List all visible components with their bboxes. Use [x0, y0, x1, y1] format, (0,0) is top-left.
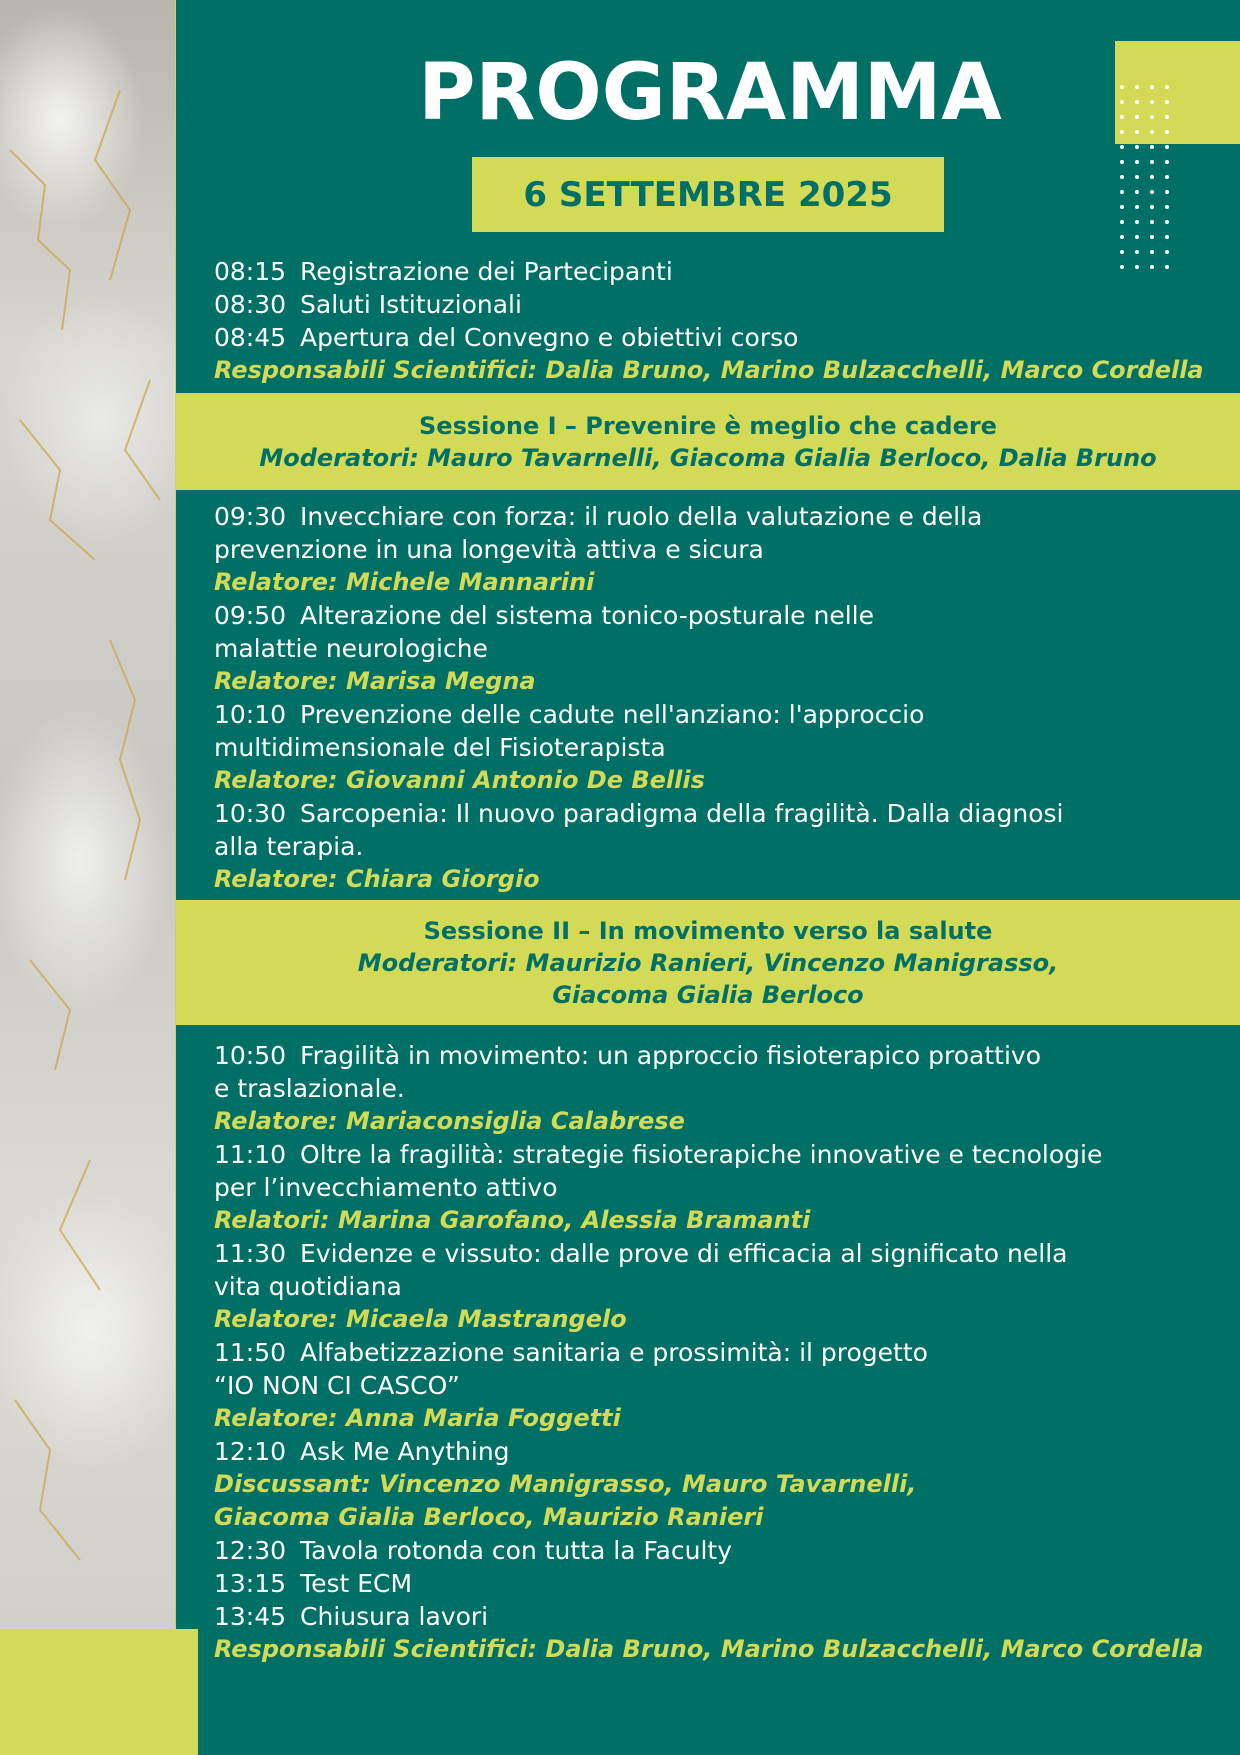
dot	[1135, 220, 1139, 224]
dot	[1165, 145, 1169, 149]
dot	[1135, 175, 1139, 179]
item-text: Chiusura lavori	[300, 1602, 489, 1631]
item-text: Sarcopenia: Il nuovo paradigma della fragilità. Dalla diagnosi	[300, 799, 1064, 828]
time-label: 12:10	[214, 1437, 287, 1466]
dot	[1165, 235, 1169, 239]
schedule-item	[214, 500, 1174, 533]
item-text: vita quotidiana	[214, 1272, 402, 1301]
schedule-item	[214, 1138, 1174, 1171]
dot	[1150, 175, 1154, 179]
dot	[1165, 250, 1169, 254]
schedule-item-continuation	[214, 1270, 1174, 1303]
dot	[1150, 130, 1154, 134]
dot	[1120, 235, 1124, 239]
schedule-item	[214, 1039, 1174, 1072]
dot	[1165, 130, 1169, 134]
time-label: 10:30	[214, 799, 287, 828]
item-text: e traslazionale.	[214, 1074, 405, 1103]
schedule-item-continuation	[214, 1072, 1174, 1105]
dot	[1165, 190, 1169, 194]
dot	[1135, 130, 1139, 134]
schedule-item	[214, 1336, 1174, 1369]
schedule-item-continuation	[214, 533, 1174, 566]
dot	[1150, 100, 1154, 104]
dot	[1120, 115, 1124, 119]
item-text: Tavola rotonda con tutta la Faculty	[300, 1536, 733, 1565]
schedule-item-continuation	[214, 830, 1174, 863]
speaker-line: Responsabili Scientifici: Dalia Bruno, Marino Bulzacchelli, Marco Cordella	[214, 1635, 1204, 1663]
dot	[1150, 190, 1154, 194]
item-text: multidimensionale del Fisioterapista	[214, 733, 666, 762]
schedule-item-continuation	[214, 632, 1174, 665]
item-text: prevenzione in una longevità attiva e sicura	[214, 535, 764, 564]
item-text: Fragilità in movimento: un approccio fisioterapico proattivo	[300, 1041, 1042, 1070]
schedule-item	[214, 797, 1174, 830]
decorative-bottom-block	[0, 1629, 198, 1755]
dot	[1135, 85, 1139, 89]
session-2-header	[176, 900, 1240, 1025]
dot	[1120, 145, 1124, 149]
item-text: alla terapia.	[214, 832, 364, 861]
speaker-line: Relatore: Giovanni Antonio De Bellis	[214, 766, 705, 794]
dot	[1150, 85, 1154, 89]
dot	[1150, 145, 1154, 149]
session-1-schedule	[214, 500, 1174, 896]
dot	[1120, 250, 1124, 254]
time-label: 08:45	[214, 323, 287, 352]
dot	[1120, 190, 1124, 194]
time-label: 10:50	[214, 1041, 287, 1070]
session-2-schedule	[214, 1039, 1204, 1666]
dot	[1165, 220, 1169, 224]
speaker-line: Relatore: Michele Mannarini	[214, 568, 595, 596]
dot	[1165, 115, 1169, 119]
time-label: 08:15	[214, 257, 287, 286]
session-2-moderators	[176, 947, 1240, 1011]
dot	[1135, 235, 1139, 239]
time-label: 13:15	[214, 1569, 287, 1598]
time-label: 11:50	[214, 1338, 287, 1367]
dot	[1165, 100, 1169, 104]
session-1-header	[176, 393, 1240, 490]
item-text: Test ECM	[300, 1569, 413, 1598]
schedule-item	[214, 1600, 1174, 1633]
dot	[1120, 130, 1124, 134]
item-text: Evidenze e vissuto: dalle prove di efficacia al significato nella	[300, 1239, 1068, 1268]
dot	[1135, 115, 1139, 119]
speaker-line: Relatore: Mariaconsiglia Calabrese	[214, 1107, 685, 1135]
speaker-line: Relatore: Anna Maria Foggetti	[214, 1404, 621, 1432]
item-text: “IO NON CI CASCO”	[214, 1371, 460, 1400]
dot	[1165, 175, 1169, 179]
speaker-line: Giacoma Gialia Berloco, Maurizio Ranieri	[214, 1503, 764, 1531]
time-label: 08:30	[214, 290, 287, 319]
time-label: 12:30	[214, 1536, 287, 1565]
moderators-line: Giacoma Gialia Berloco	[552, 980, 864, 1009]
dot	[1120, 205, 1124, 209]
time-label: 11:30	[214, 1239, 287, 1268]
dot	[1150, 250, 1154, 254]
dot	[1150, 235, 1154, 239]
schedule-item	[214, 321, 1174, 354]
dot	[1120, 85, 1124, 89]
dot	[1135, 250, 1139, 254]
schedule-item-continuation	[214, 1171, 1174, 1204]
moderators-line: Moderatori: Mauro Tavarnelli, Giacoma Gialia Berloco, Dalia Bruno	[259, 443, 1157, 472]
schedule-item	[214, 1237, 1174, 1270]
item-text: Oltre la fragilità: strategie fisioterapiche innovative e tecnologie	[300, 1140, 1103, 1169]
speaker-line: Relatore: Marisa Megna	[214, 667, 536, 695]
schedule-item	[214, 288, 1174, 321]
item-text: Invecchiare con forza: il ruolo della valutazione e della	[300, 502, 983, 531]
dot	[1135, 160, 1139, 164]
time-label: 09:50	[214, 601, 287, 630]
session-1-title: Sessione I – Prevenire è meglio che cadere	[419, 411, 997, 440]
dot	[1135, 190, 1139, 194]
session-1-moderators	[176, 442, 1240, 474]
dot	[1120, 220, 1124, 224]
dot	[1150, 205, 1154, 209]
event-date-badge: 6 SETTEMBRE 2025	[472, 157, 944, 232]
schedule-item	[214, 1435, 1174, 1468]
schedule-item-continuation	[214, 731, 1174, 764]
dot	[1150, 220, 1154, 224]
schedule-item	[214, 255, 1174, 288]
schedule-item	[214, 1534, 1174, 1567]
time-label: 09:30	[214, 502, 287, 531]
item-text: Prevenzione delle cadute nell'anziano: l'approccio	[300, 700, 925, 729]
item-text: malattie neurologiche	[214, 634, 488, 663]
time-label: 11:10	[214, 1140, 287, 1169]
dot	[1165, 85, 1169, 89]
dot	[1135, 145, 1139, 149]
schedule-item	[214, 1567, 1174, 1600]
dot	[1165, 160, 1169, 164]
schedule-item	[214, 599, 1174, 632]
dot	[1135, 100, 1139, 104]
item-text: Saluti Istituzionali	[300, 290, 522, 319]
dot	[1165, 205, 1169, 209]
item-text: Registrazione dei Partecipanti	[300, 257, 673, 286]
decorative-sculpture-image	[0, 0, 175, 1755]
dot	[1120, 175, 1124, 179]
time-label: 10:10	[214, 700, 287, 729]
speaker-line: Relatori: Marina Garofano, Alessia Bramanti	[214, 1206, 811, 1234]
time-label: 13:45	[214, 1602, 287, 1631]
speaker-line: Relatore: Micaela Mastrangelo	[214, 1305, 627, 1333]
item-text: Ask Me Anything	[300, 1437, 510, 1466]
session-2-title: Sessione II – In movimento verso la salute	[423, 916, 993, 945]
page-title: PROGRAMMA	[418, 48, 1002, 138]
speaker-line: Relatore: Chiara Giorgio	[214, 865, 540, 893]
schedule-item	[214, 698, 1174, 731]
opening-schedule	[214, 255, 1204, 387]
item-text: Alfabetizzazione sanitaria e prossimità: il progetto	[300, 1338, 928, 1367]
dot	[1150, 115, 1154, 119]
item-text: Apertura del Convegno e obiettivi corso	[300, 323, 799, 352]
item-text: Alterazione del sistema tonico-posturale nelle	[300, 601, 874, 630]
dot	[1135, 205, 1139, 209]
moderators-line: Moderatori: Maurizio Ranieri, Vincenzo Manigrasso,	[357, 948, 1059, 977]
schedule-item-continuation	[214, 1369, 1174, 1402]
item-text: per l’invecchiamento attivo	[214, 1173, 558, 1202]
speaker-line: Discussant: Vincenzo Manigrasso, Mauro Tavarnelli,	[214, 1470, 917, 1498]
dot	[1120, 160, 1124, 164]
speaker-line: Responsabili Scientifici: Dalia Bruno, Marino Bulzacchelli, Marco Cordella	[214, 356, 1204, 384]
dot	[1150, 160, 1154, 164]
dot	[1120, 100, 1124, 104]
